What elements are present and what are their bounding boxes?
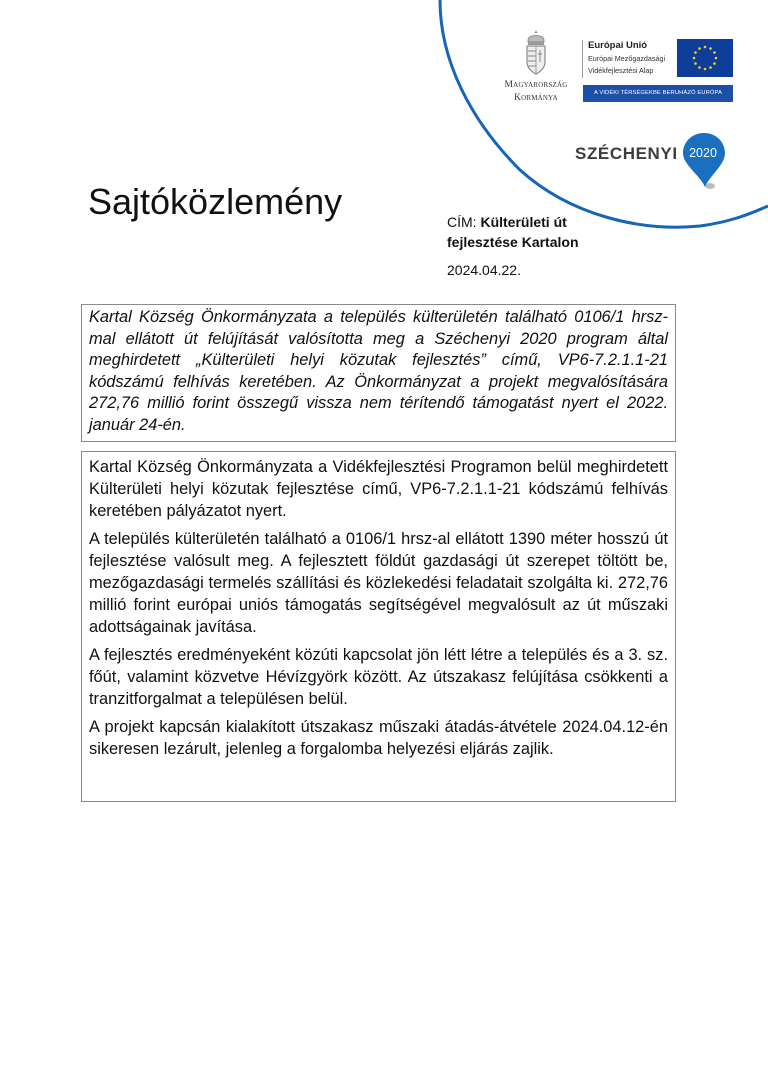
eu-fund-logo — [582, 38, 734, 104]
release-date: 2024.04.22. — [447, 262, 521, 278]
body-paragraph: A fejlesztés eredményeként közúti kapcsolat jön létt létre a település és a 3. sz. főút, valamint közvetve Hévízgyörk között. Az útszakasz felújítása csökkenti a tranzitforgalmat a településen belül. — [89, 646, 668, 708]
lead-summary-box — [81, 304, 676, 442]
lead-text: Kartal Község Önkormányzata a település külterületén található 0106/1 hrsz-mal ellátott út felújítását valósította meg a Széchenyi 2020 program által meghirdetett „Külterületi helyi közutak fejlesztés” című, VP6-7.2.1.1-21 kódszámú felhívás keretében. Az Önkormányzat a projekt megvalósítására 272,76 millió forint összegű vissza nem térítendő támogatást nyert el 2022. január 24-én. — [89, 308, 668, 434]
body-paragraph: Kartal Község Önkormányzata a Vidékfejlesztési Programon belül meghirdetett Külterületi helyi közutak fejlesztése című, VP6-7.2.1.1-21 kódszámú felhívás keretében pályázatot nyert. — [89, 458, 668, 520]
map-pin-icon — [680, 131, 728, 191]
subject-value-line2: fejlesztése Kartalon — [447, 234, 579, 250]
government-logo-line1: Magyarország — [504, 80, 568, 90]
government-logo-line2: Kormánya — [514, 93, 558, 103]
body-paragraph: A település külterületén található a 0106/1 hrsz-al ellátott 1390 méter hosszú út fejlesztése valósult meg. A fejlesztett földút gazdasági út szerepet töltött be, mezőgazdasági termelés szállítási és közlekedési feladatait szolgálta ki. 272,76 millió forint európai uniós támogatás segítségével megvalósult az út műszaki adottságainak javítása. — [89, 530, 668, 636]
eu-subtitle-line2: Vidékfejlesztési Alap — [588, 66, 654, 75]
eu-subtitle-line1: Európai Mezőgazdasági — [588, 54, 666, 63]
subject-label: CÍM: — [447, 214, 477, 230]
subject-block — [447, 212, 579, 252]
body-text-box — [81, 451, 676, 802]
page-title: Sajtóközlemény — [88, 181, 343, 222]
szechenyi-logo-year: 2020 — [689, 146, 717, 160]
coat-of-arms-icon — [523, 28, 549, 78]
subject-value-line1: Külterületi út — [480, 214, 567, 230]
hungarian-government-logo — [494, 28, 578, 104]
eu-slogan-banner: A VIDÉKI TÉRSÉGEKBE BERUHÁZÓ EURÓPA — [583, 85, 733, 102]
eu-flag-icon — [677, 39, 733, 77]
body-paragraph: A projekt kapcsán kialakított útszakasz műszaki átadás-átvétele 2024.04.12-én sikeresen lezárult, jelenleg a forgalomba helyezési eljárás zajlik. — [89, 718, 668, 758]
szechenyi-logo-text: SZÉCHENYI — [575, 144, 678, 163]
eu-title: Európai Unió — [588, 40, 648, 51]
logo-divider — [582, 40, 583, 78]
